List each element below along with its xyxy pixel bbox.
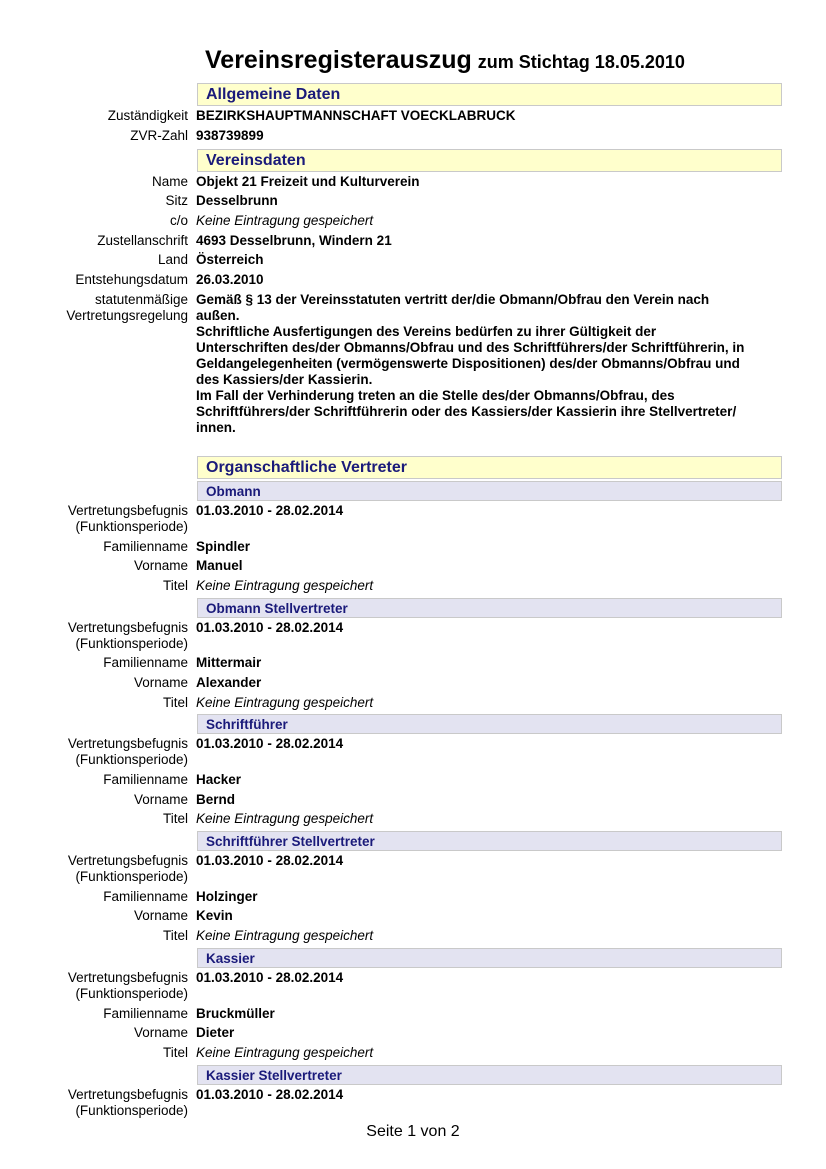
label-name: Name <box>151 173 188 189</box>
role-heading-obmann-stellvertreter: Obmann Stellvertreter <box>197 598 782 618</box>
value-familienname: Hacker <box>196 772 242 787</box>
value-titel: Keine Eintragung gespeichert <box>196 811 374 827</box>
value-zvr-zahl: 938739899 <box>196 127 264 143</box>
label-befugnis <box>0 736 196 768</box>
row-vorname <box>0 558 826 574</box>
role-heading-kassier-stellvertreter: Kassier Stellvertreter <box>197 1065 782 1085</box>
label-vorname: Vorname <box>133 558 188 574</box>
row-befugnis <box>0 970 826 1002</box>
label-befugnis <box>0 1087 196 1119</box>
value-vorname: Manuel <box>196 558 243 574</box>
label-titel: Titel <box>162 928 188 944</box>
row-titel <box>0 578 826 594</box>
label-vorname: Vorname <box>133 1025 188 1041</box>
value-familienname: Holzinger <box>196 888 258 904</box>
value-titel: Keine Eintragung gespeichert <box>196 577 374 593</box>
role-heading-schriftfuehrer-stellvertreter: Schriftführer Stellvertreter <box>197 831 782 851</box>
label-land: Land <box>157 252 188 268</box>
vertretung-line: innen. <box>196 419 236 435</box>
label-zustaendigkeit: Zuständigkeit <box>107 108 188 123</box>
vertretung-line: Geldangelegenheiten (vermögenswerte Dispositionen) des/der Obmanns/Obfrau und <box>196 355 740 371</box>
row-befugnis <box>0 853 826 885</box>
vertretung-line: des Kassiers/der Kassierin. <box>196 371 373 387</box>
page-title <box>205 46 685 75</box>
label-vorname: Vorname <box>133 908 188 924</box>
row-vertretungsregelung <box>0 292 826 436</box>
value-titel: Keine Eintragung gespeichert <box>196 694 374 710</box>
label-befugnis <box>0 620 196 652</box>
label-familienname: Familienname <box>103 772 188 787</box>
vertretung-line: Schriftliche Ausfertigungen des Vereins bedürfen zu ihrer Gültigkeit der <box>196 323 657 339</box>
value-familienname: Bruckmüller <box>196 1005 275 1021</box>
value-period: 01.03.2010 - 28.02.2014 <box>196 1086 344 1102</box>
label-entstehungsdatum: Entstehungsdatum <box>75 272 188 288</box>
row-land <box>0 252 826 268</box>
label-titel: Titel <box>162 1044 188 1060</box>
row-vorname <box>0 675 826 691</box>
row-vorname <box>0 792 826 808</box>
value-name: Objekt 21 Freizeit und Kulturverein <box>196 173 420 189</box>
row-zustaendigkeit <box>0 108 826 124</box>
row-familienname <box>0 539 826 555</box>
row-familienname <box>0 889 826 905</box>
label-befugnis-line-1: Vertretungsbefugnis <box>67 969 188 985</box>
value-period: 01.03.2010 - 28.02.2014 <box>196 619 344 635</box>
vertretung-line: Im Fall der Verhinderung treten an die Stelle des/der Obmanns/Obfrau, des <box>196 387 675 403</box>
vertretung-line: außen. <box>196 307 240 323</box>
value-vorname: Dieter <box>196 1025 235 1041</box>
page-number: Seite 1 von 2 <box>366 1123 460 1140</box>
label-sitz: Sitz <box>165 193 188 209</box>
role-heading-kassier: Kassier <box>197 948 782 968</box>
label-co: c/o <box>169 213 188 229</box>
row-befugnis <box>0 736 826 768</box>
value-titel: Keine Eintragung gespeichert <box>196 928 374 944</box>
label-befugnis-line-2: (Funktionsperiode) <box>75 752 188 768</box>
row-familienname <box>0 1006 826 1022</box>
label-familienname: Familienname <box>103 888 188 904</box>
section-heading-vereinsdaten: Vereinsdaten <box>197 149 782 172</box>
value-land: Österreich <box>196 252 264 268</box>
row-titel <box>0 695 826 711</box>
label-befugnis-line-1: Vertretungsbefugnis <box>67 502 188 518</box>
label-befugnis <box>0 970 196 1002</box>
label-titel: Titel <box>162 694 188 710</box>
label-titel: Titel <box>162 577 188 593</box>
label-befugnis-line-2: (Funktionsperiode) <box>75 985 188 1001</box>
row-name <box>0 174 826 190</box>
label-zustellanschrift: Zustellanschrift <box>97 232 188 248</box>
label-vertretungsregelung <box>0 292 196 436</box>
value-vorname: Alexander <box>196 674 262 690</box>
role-heading-obmann: Obmann <box>197 481 782 501</box>
label-titel: Titel <box>162 811 188 827</box>
label-vertretung-line-2: Vertretungsregelung <box>66 307 188 323</box>
label-befugnis-line-2: (Funktionsperiode) <box>75 518 188 534</box>
vertretung-line: Gemäß § 13 der Vereinsstatuten vertritt der/die Obmann/Obfrau den Verein nach <box>196 291 710 307</box>
value-vorname: Kevin <box>196 908 233 924</box>
role-heading-schriftfuehrer: Schriftführer <box>197 714 782 734</box>
value-vorname: Bernd <box>196 791 236 807</box>
row-zustellanschrift <box>0 233 826 249</box>
value-familienname: Spindler <box>196 538 251 554</box>
value-vertretungsregelung <box>196 292 774 436</box>
title-sub: zum Stichtag 18.05.2010 <box>477 52 685 72</box>
row-befugnis <box>0 620 826 652</box>
label-befugnis-line-1: Vertretungsbefugnis <box>67 619 188 635</box>
label-befugnis-line-2: (Funktionsperiode) <box>75 869 188 885</box>
row-titel <box>0 811 826 827</box>
row-befugnis <box>0 1087 826 1119</box>
value-period: 01.03.2010 - 28.02.2014 <box>196 736 344 752</box>
label-befugnis-line-1: Vertretungsbefugnis <box>67 1086 188 1102</box>
label-befugnis-line-2: (Funktionsperiode) <box>75 635 188 651</box>
row-entstehungsdatum <box>0 272 826 288</box>
row-befugnis <box>0 503 826 535</box>
label-vertretung-line-1: statutenmäßige <box>94 291 188 307</box>
row-co <box>0 213 826 229</box>
value-entstehungsdatum: 26.03.2010 <box>196 272 264 288</box>
title-main: Vereinsregisterauszug <box>205 46 472 74</box>
value-zustellanschrift: 4693 Desselbrunn, Windern 21 <box>196 232 392 248</box>
row-familienname <box>0 772 826 788</box>
label-befugnis <box>0 853 196 885</box>
label-befugnis-line-1: Vertretungsbefugnis <box>67 853 188 869</box>
row-vorname <box>0 908 826 924</box>
label-familienname: Familienname <box>103 538 188 554</box>
row-sitz <box>0 193 826 209</box>
row-zvr-zahl <box>0 128 826 144</box>
label-befugnis-line-1: Vertretungsbefugnis <box>67 736 188 752</box>
label-familienname: Familienname <box>103 655 188 671</box>
value-titel: Keine Eintragung gespeichert <box>196 1044 374 1060</box>
section-heading-organ: Organschaftliche Vertreter <box>197 456 782 479</box>
register-content <box>0 83 826 1122</box>
row-familienname <box>0 655 826 671</box>
vertretung-line: Schriftführers/der Schriftführerin oder des Kassiers/der Kassierin ihre Stellvertreter/ <box>196 403 737 419</box>
row-titel <box>0 1045 826 1061</box>
section-heading-allgemein: Allgemeine Daten <box>197 83 782 106</box>
value-period: 01.03.2010 - 28.02.2014 <box>196 969 344 985</box>
value-period: 01.03.2010 - 28.02.2014 <box>196 853 344 869</box>
label-befugnis-line-2: (Funktionsperiode) <box>75 1102 188 1118</box>
label-vorname: Vorname <box>133 791 188 807</box>
value-familienname: Mittermair <box>196 655 262 671</box>
vertretung-line: Unterschriften des/der Obmanns/Obfrau und des Schriftführers/der Schriftführerin, in <box>196 339 745 355</box>
label-familienname: Familienname <box>103 1005 188 1021</box>
row-vorname <box>0 1025 826 1041</box>
value-co: Keine Eintragung gespeichert <box>196 213 374 229</box>
label-vorname: Vorname <box>133 674 188 690</box>
label-befugnis <box>0 503 196 535</box>
value-sitz: Desselbrunn <box>196 193 278 209</box>
label-zvr-zahl: ZVR-Zahl <box>130 127 188 143</box>
row-titel <box>0 928 826 944</box>
value-zustaendigkeit: BEZIRKSHAUPTMANNSCHAFT VOECKLABRUCK <box>196 108 516 123</box>
value-period: 01.03.2010 - 28.02.2014 <box>196 502 344 518</box>
